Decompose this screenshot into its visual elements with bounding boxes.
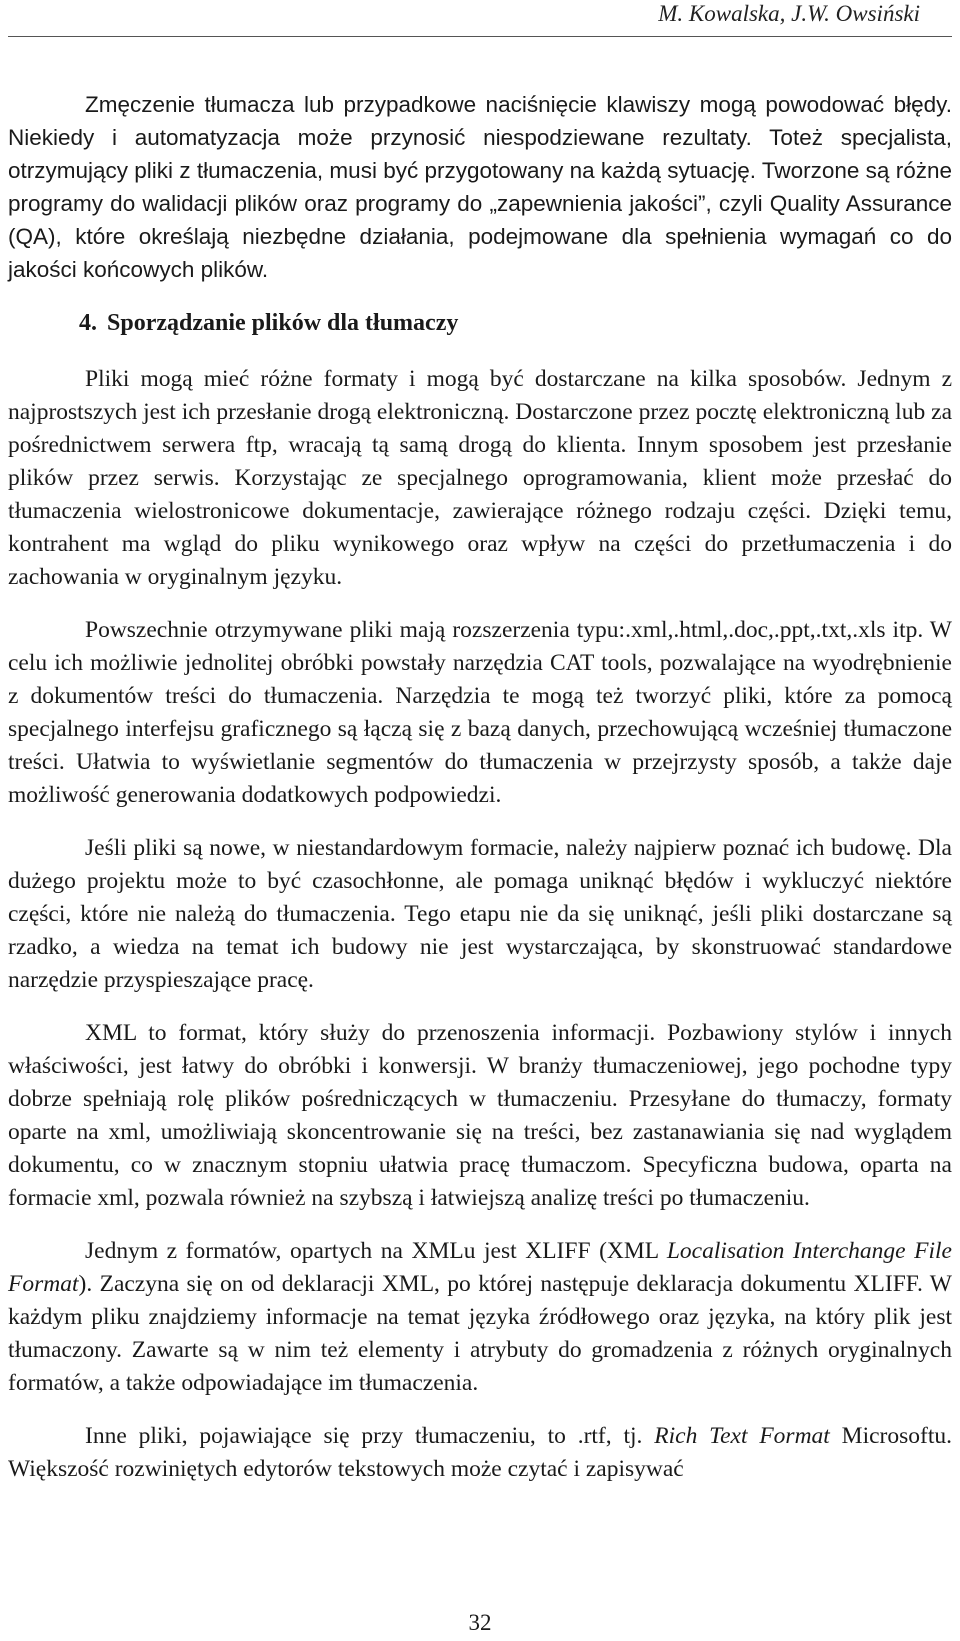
rtf-italic: Rich Text Format <box>654 1423 830 1449</box>
running-head: M. Kowalska, J.W. Owsiński <box>658 1 920 26</box>
xliff-text-start: Jednym z formatów, opartych na XMLu jest XLIFF (XML <box>85 1238 667 1264</box>
paragraph-xml: XML to format, który służy do przenoszenia informacji. Pozbawiony stylów i innych właściwości, jest łatwy do obróbki i konwersji. W branży tłumaczeniowej, jego pochodne typy dobrze spełniają rolę plików pośredniczących w tłumaczeniu. Przesyłane do tłumaczy, formaty oparte na xml, umożliwiają skoncentrowanie się na treści, bez zastanawiania się nad wyglądem dokumentu, co w znacznym stopniu ułatwia pracę tłumaczom. Specyficzna budowa, oparta na formacie xml, pozwala również na szybszą i łatwiejszą analizę treści po tłumaczeniu. <box>8 1020 952 1211</box>
rtf-text-end: Microsoftu. Większość rozwiniętych edytorów tekstowych może czytać i zapisywać <box>8 1423 952 1482</box>
paragraph-new-formats: Jeśli pliki są nowe, w niestandardowym formacie, należy najpierw poznać ich budowę. Dla dużego projektu może to być czasochłonne, ale pomaga uniknąć błędów i wykluczyć niektóre części, które nie należą do tłumaczenia. Tego etapu nie da się uniknąć, jeśli pliki dostarczane są rzadko, a wiedza na temat ich budowy nie jest wystarczająca, by skonstruować standardowe narzędzie przyspieszające pracę. <box>8 835 952 993</box>
section-number: 4. <box>79 310 97 336</box>
paragraph-xliff <box>8 1235 952 1400</box>
page-number: 32 <box>468 1610 492 1635</box>
header-rule <box>8 36 952 37</box>
paragraph-delivery: Pliki mogą mieć różne formaty i mogą być dostarczane na kilka sposobów. Jednym z najprostszych jest ich przesłanie drogą elektroniczną. Dostarczone przez pocztę elektroniczną lub za pośrednictwem serwera ftp, wracają tą samą drogą do klienta. Innym sposobem jest przesłanie plików przez serwis. Korzystając ze specjalnego oprogramowania, klient może przesłać do tłumaczenia wielostronicowe dokumentacje, zawierające różnego rodzaju części. Dzięki temu, kontrahent ma wgląd do pliku wynikowego oraz wpływ na części do przetłumaczenia i do zachowania w oryginalnym języku. <box>8 366 952 590</box>
xliff-italic: Localisation Interchange File Format <box>8 1238 952 1297</box>
section-heading <box>8 307 952 340</box>
xliff-text-end: ). Zaczyna się on od deklaracji XML, po której następuje deklaracja dokumentu XLIFF. W każdym pliku znajdziemy informacje na temat języka źródłowego oraz języka, na który plik jest tłumaczony. Zawarte są w nim też elementy i atrybuty do gromadzenia z różnych oryginalnych formatów, a także odpowiadające im tłumaczenia. <box>8 1271 952 1396</box>
paragraph-extensions: Powszechnie otrzymywane pliki mają rozszerzenia typu:.xml,.html,.doc,.ppt,.txt,.xls itp. W celu ich możliwie jednolitej obróbki powstały narzędzia CAT tools, pozwalające na wyodrębnienie z dokumentów treści do tłumaczenia. Narzędzia te mogą też tworzyć pliki, które za pomocą specjalnego interfejsu graficznego są łączą się z bazą danych, przechowującą wcześniej tłumaczone treści. Ułatwia to wyświetlanie segmentów do tłumaczenia w przejrzysty sposób, a także daje możliwość generowania dodatkowych podpowiedzi. <box>8 617 952 808</box>
paragraph-rtf <box>8 1420 952 1486</box>
section-title: Sporządzanie plików dla tłumaczy <box>107 310 459 336</box>
rtf-text-start: Inne pliki, pojawiające się przy tłumaczeniu, to .rtf, tj. <box>85 1423 655 1449</box>
paragraph-qa: Zmęczenie tłumacza lub przypadkowe naciśnięcie klawiszy mogą powodować błędy. Niekiedy i automatyzacja może przynosić niespodziewane rezultaty. Toteż specjalista, otrzymujący pliki z tłumaczenia, musi być przygotowany na każdą sytuację. Tworzone są różne programy do walidacji plików oraz programy do „zapewnienia jakości”, czyli Quality Assurance (QA), które określają niezbędne działania, podejmowane dla spełnienia wymagań co do jakości końcowych plików. <box>8 92 952 282</box>
body-text <box>8 88 952 1486</box>
